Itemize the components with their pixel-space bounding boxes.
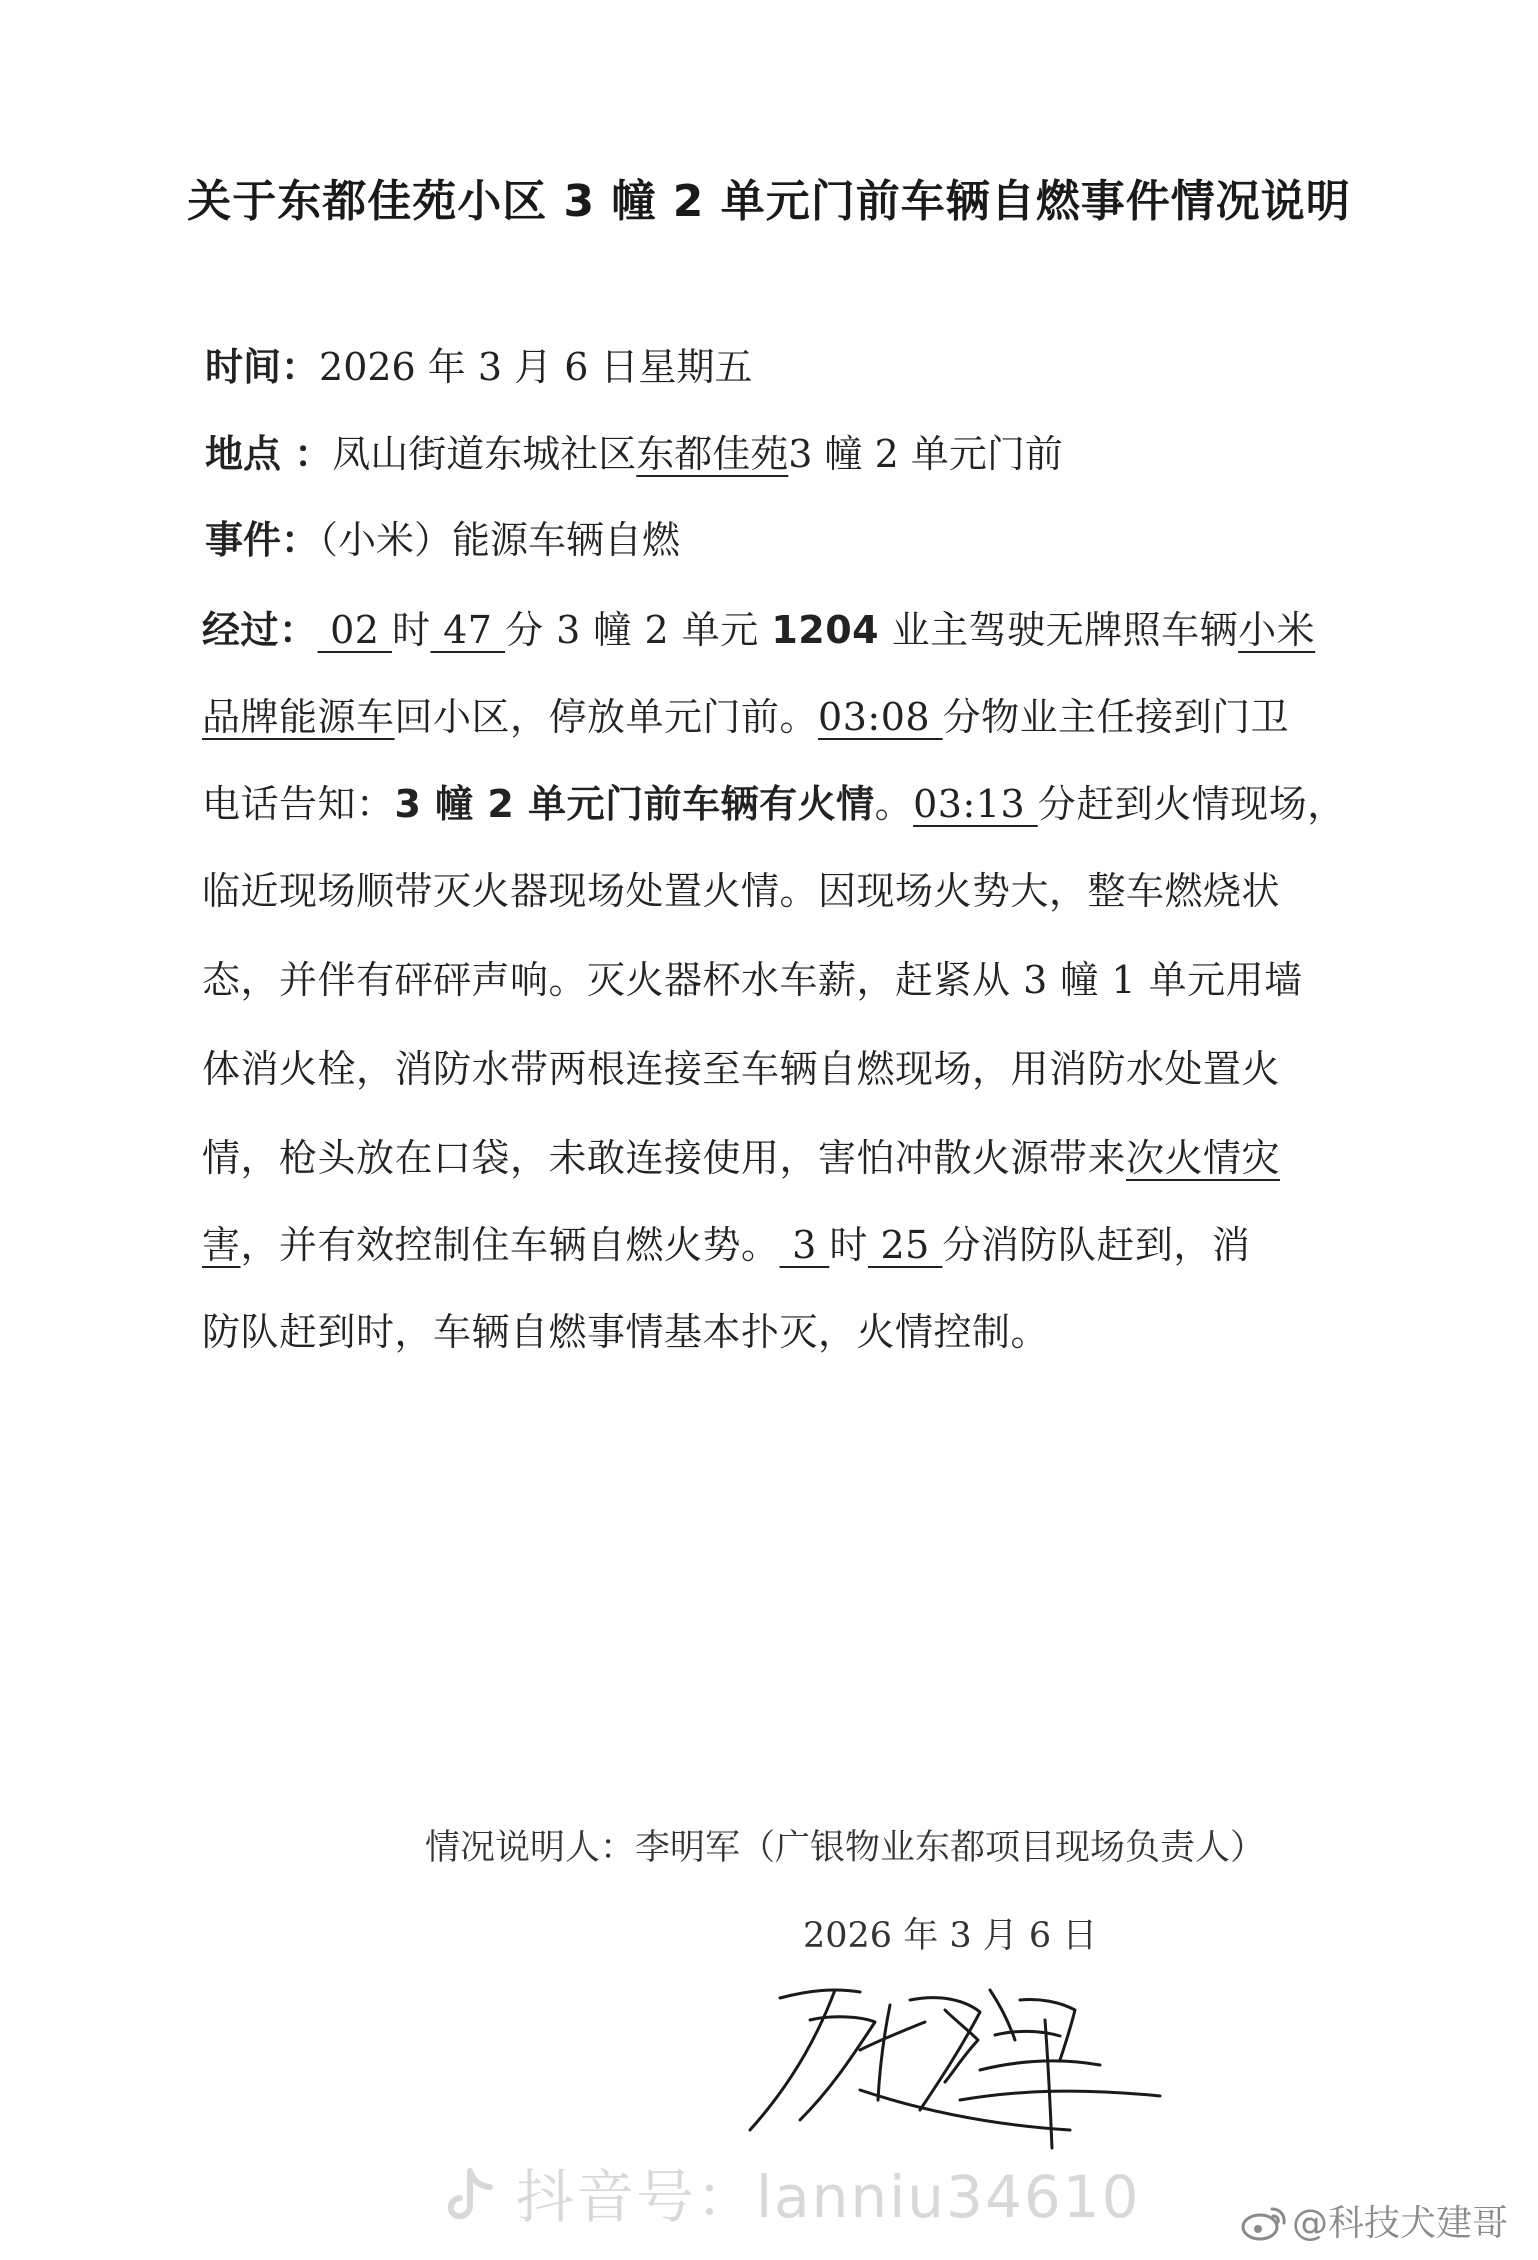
douyin-watermark: [440, 2150, 1141, 2234]
process-line-9: 防队赶到时，车辆自燃事情基本扑灭，火情控制。: [202, 1310, 1050, 1354]
event-label: 事件：: [205, 518, 320, 562]
time-label: 时间：: [205, 345, 320, 389]
handwritten-signature: [740, 1960, 1180, 2150]
watermark-text: 抖音号：lanniu34610: [516, 2163, 1141, 2231]
fire-alert: 3 幢 2 单元门前车辆有火情: [394, 782, 875, 826]
signer-note: 情况说明人：李明军（广银物业东都项目现场负责人）: [425, 1828, 1266, 1868]
time-0308: 03:08: [818, 695, 943, 739]
credit-text: @科技犬建哥: [1292, 2203, 1509, 2244]
process-label: 经过：: [202, 608, 318, 652]
time-field: [205, 340, 752, 394]
time-value: 2026 年 3 月 6 日星期五: [319, 345, 753, 389]
weibo-credit: [1240, 2195, 1508, 2246]
weibo-icon: [1240, 2203, 1288, 2243]
secondary-disaster-a: 次火情灾: [1126, 1136, 1281, 1180]
douyin-icon: [440, 2165, 500, 2225]
event-value: （小米）能源车辆自燃: [319, 518, 681, 562]
process-line-8: 害，并有效控制住车辆自燃火势。 3 时 25 分消防队赶到，消: [202, 1223, 1251, 1267]
process-line-3: 电话告知：3 幢 2 单元门前车辆有火情。03:13 分赶到火情现场，: [202, 782, 1346, 826]
process-line-2: 品牌能源车回小区，停放单元门前。03:08 分物业主任接到门卫: [202, 695, 1290, 739]
brand-a: 小米: [1238, 608, 1316, 652]
time-min-2: 25: [867, 1223, 943, 1267]
process-line-4: 临近现场顺带灭火器现场处置火情。因现场火势大，整车燃烧状: [202, 869, 1281, 913]
process-line-7: 情，枪头放在口袋，未敢连接使用，害怕冲散火源带来次火情灾: [202, 1136, 1281, 1180]
time-hour-1: 02: [317, 608, 393, 652]
sign-date: 2026 年 3 月 6 日: [803, 1916, 1098, 1956]
document-title: 关于东都佳苑小区 3 幢 2 单元门前车辆自燃事件情况说明: [187, 176, 1351, 227]
process-line-5: 态，并伴有砰砰声响。灭火器杯水车薪，赶紧从 3 幢 1 单元用墙: [202, 958, 1303, 1002]
place-pre: 凤山街道东城社区: [332, 432, 637, 476]
process-line-1: 经过： 02 时 47 分 3 幢 2 单元 1204 业主驾驶无牌照车辆小米: [202, 608, 1316, 652]
brand-b: 品牌能源车: [202, 695, 395, 739]
place-field: [205, 427, 1063, 481]
process-line-6: 体消火栓，消防水带两根连接至车辆自燃现场，用消防水处置火: [202, 1047, 1281, 1091]
place-underlined: 东都佳苑: [636, 432, 789, 476]
unit-number: 1204: [771, 608, 880, 652]
secondary-disaster-b: 害: [202, 1223, 241, 1267]
time-hour-2: 3: [779, 1223, 830, 1267]
event-field: [205, 513, 680, 567]
time-min-1: 47: [430, 608, 506, 652]
place-label: 地点 ：: [205, 432, 333, 476]
place-post: 3 幢 2 单元门前: [788, 432, 1063, 476]
time-0313: 03:13: [913, 782, 1038, 826]
